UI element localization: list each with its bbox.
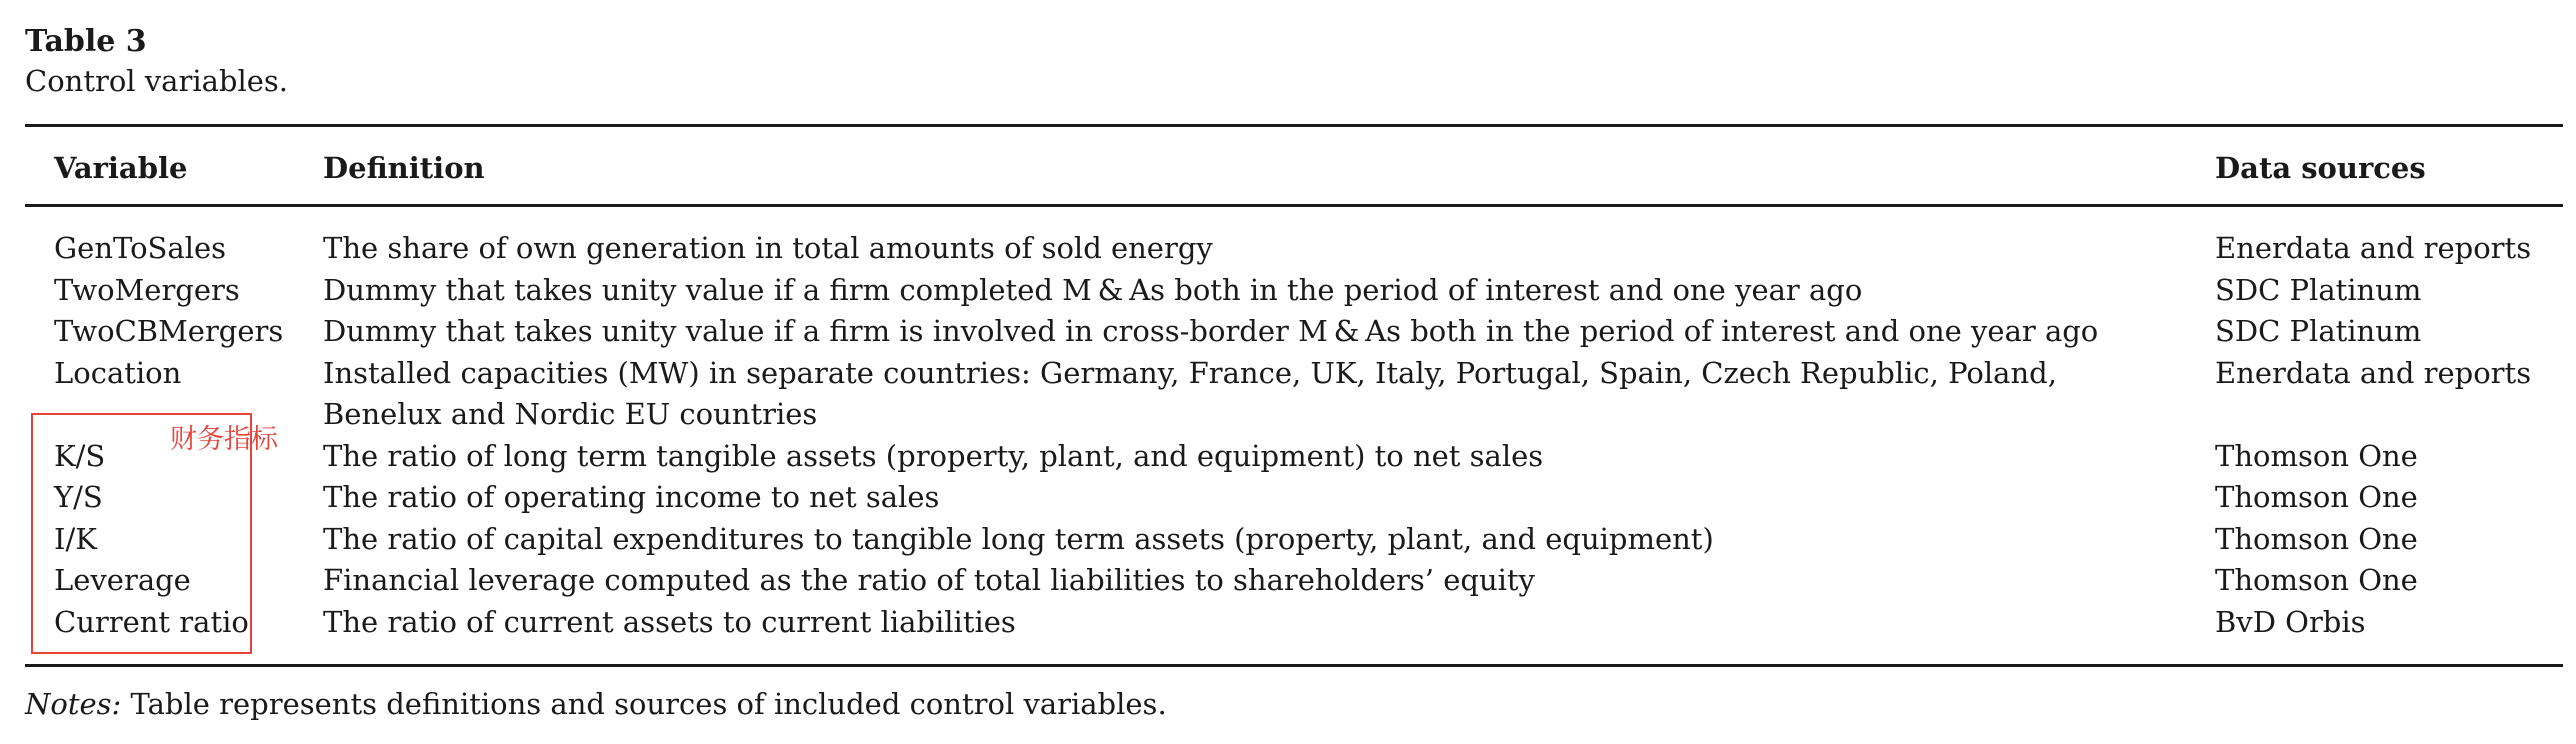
definition-cell: The ratio of current assets to current liabilities <box>323 604 1016 639</box>
definition-cell: Financial leverage computed as the ratio of total liabilities to shareholders’ equity <box>323 563 1535 597</box>
variable-cell: Y/S <box>54 480 103 514</box>
definition-cell: Dummy that takes unity value if a firm completed M & As both in the period of interest and one year ago <box>323 272 1863 307</box>
table-title: Control variables. <box>25 64 288 98</box>
header-definition: Definition <box>323 151 485 185</box>
definition-cell: The ratio of long term tangible assets (property, plant, and equipment) to net sales <box>323 438 1544 473</box>
variable-cell: Current ratio <box>54 604 249 639</box>
definition-cell: The ratio of operating income to net sales <box>323 480 940 514</box>
table-label: Table 3 <box>25 24 147 59</box>
variable-cell: I/K <box>54 521 97 556</box>
header-rule <box>25 204 2563 207</box>
variable-cell: K/S <box>54 438 106 473</box>
header-data-sources: Data sources <box>2215 151 2426 185</box>
variable-cell: TwoCBMergers <box>54 314 284 348</box>
table-caption <box>25 22 288 101</box>
bottom-rule <box>25 664 2563 667</box>
definition-cell: The share of own generation in total amounts of sold energy <box>323 231 1213 265</box>
source-cell: Thomson One <box>2215 521 2418 556</box>
variable-cell: Leverage <box>54 563 191 597</box>
table-notes <box>25 684 1167 724</box>
variable-cell: Location <box>54 355 182 390</box>
source-cell: Thomson One <box>2215 480 2418 514</box>
source-cell: BvD Orbis <box>2215 604 2366 639</box>
notes-label: Notes: <box>25 687 122 721</box>
definition-cell: The ratio of capital expenditures to tangible long term assets (property, plant, and equipment) <box>323 521 1714 556</box>
source-cell: Thomson One <box>2215 438 2418 473</box>
notes-text: Table represents definitions and sources of included control variables. <box>130 687 1167 721</box>
source-cell: SDC Platinum <box>2215 314 2422 348</box>
source-cell: SDC Platinum <box>2215 272 2422 307</box>
definition-cell: Installed capacities (MW) in separate countries: Germany, France, UK, Italy, Portugal, Spain, Czech Republic, Poland, Benelux and Nordic EU countries <box>323 355 2057 431</box>
variable-cell: GenToSales <box>54 231 227 265</box>
variable-cell: TwoMergers <box>54 272 240 307</box>
top-rule <box>25 124 2563 127</box>
source-cell: Enerdata and reports <box>2215 231 2532 265</box>
header-variable: Variable <box>54 151 188 185</box>
annotation-label: 财务指标 <box>170 424 278 455</box>
source-cell: Thomson One <box>2215 563 2418 597</box>
source-cell: Enerdata and reports <box>2215 355 2532 390</box>
definition-cell: Dummy that takes unity value if a firm is involved in cross-border M & As both in the period of interest and one year ago <box>323 314 2099 348</box>
